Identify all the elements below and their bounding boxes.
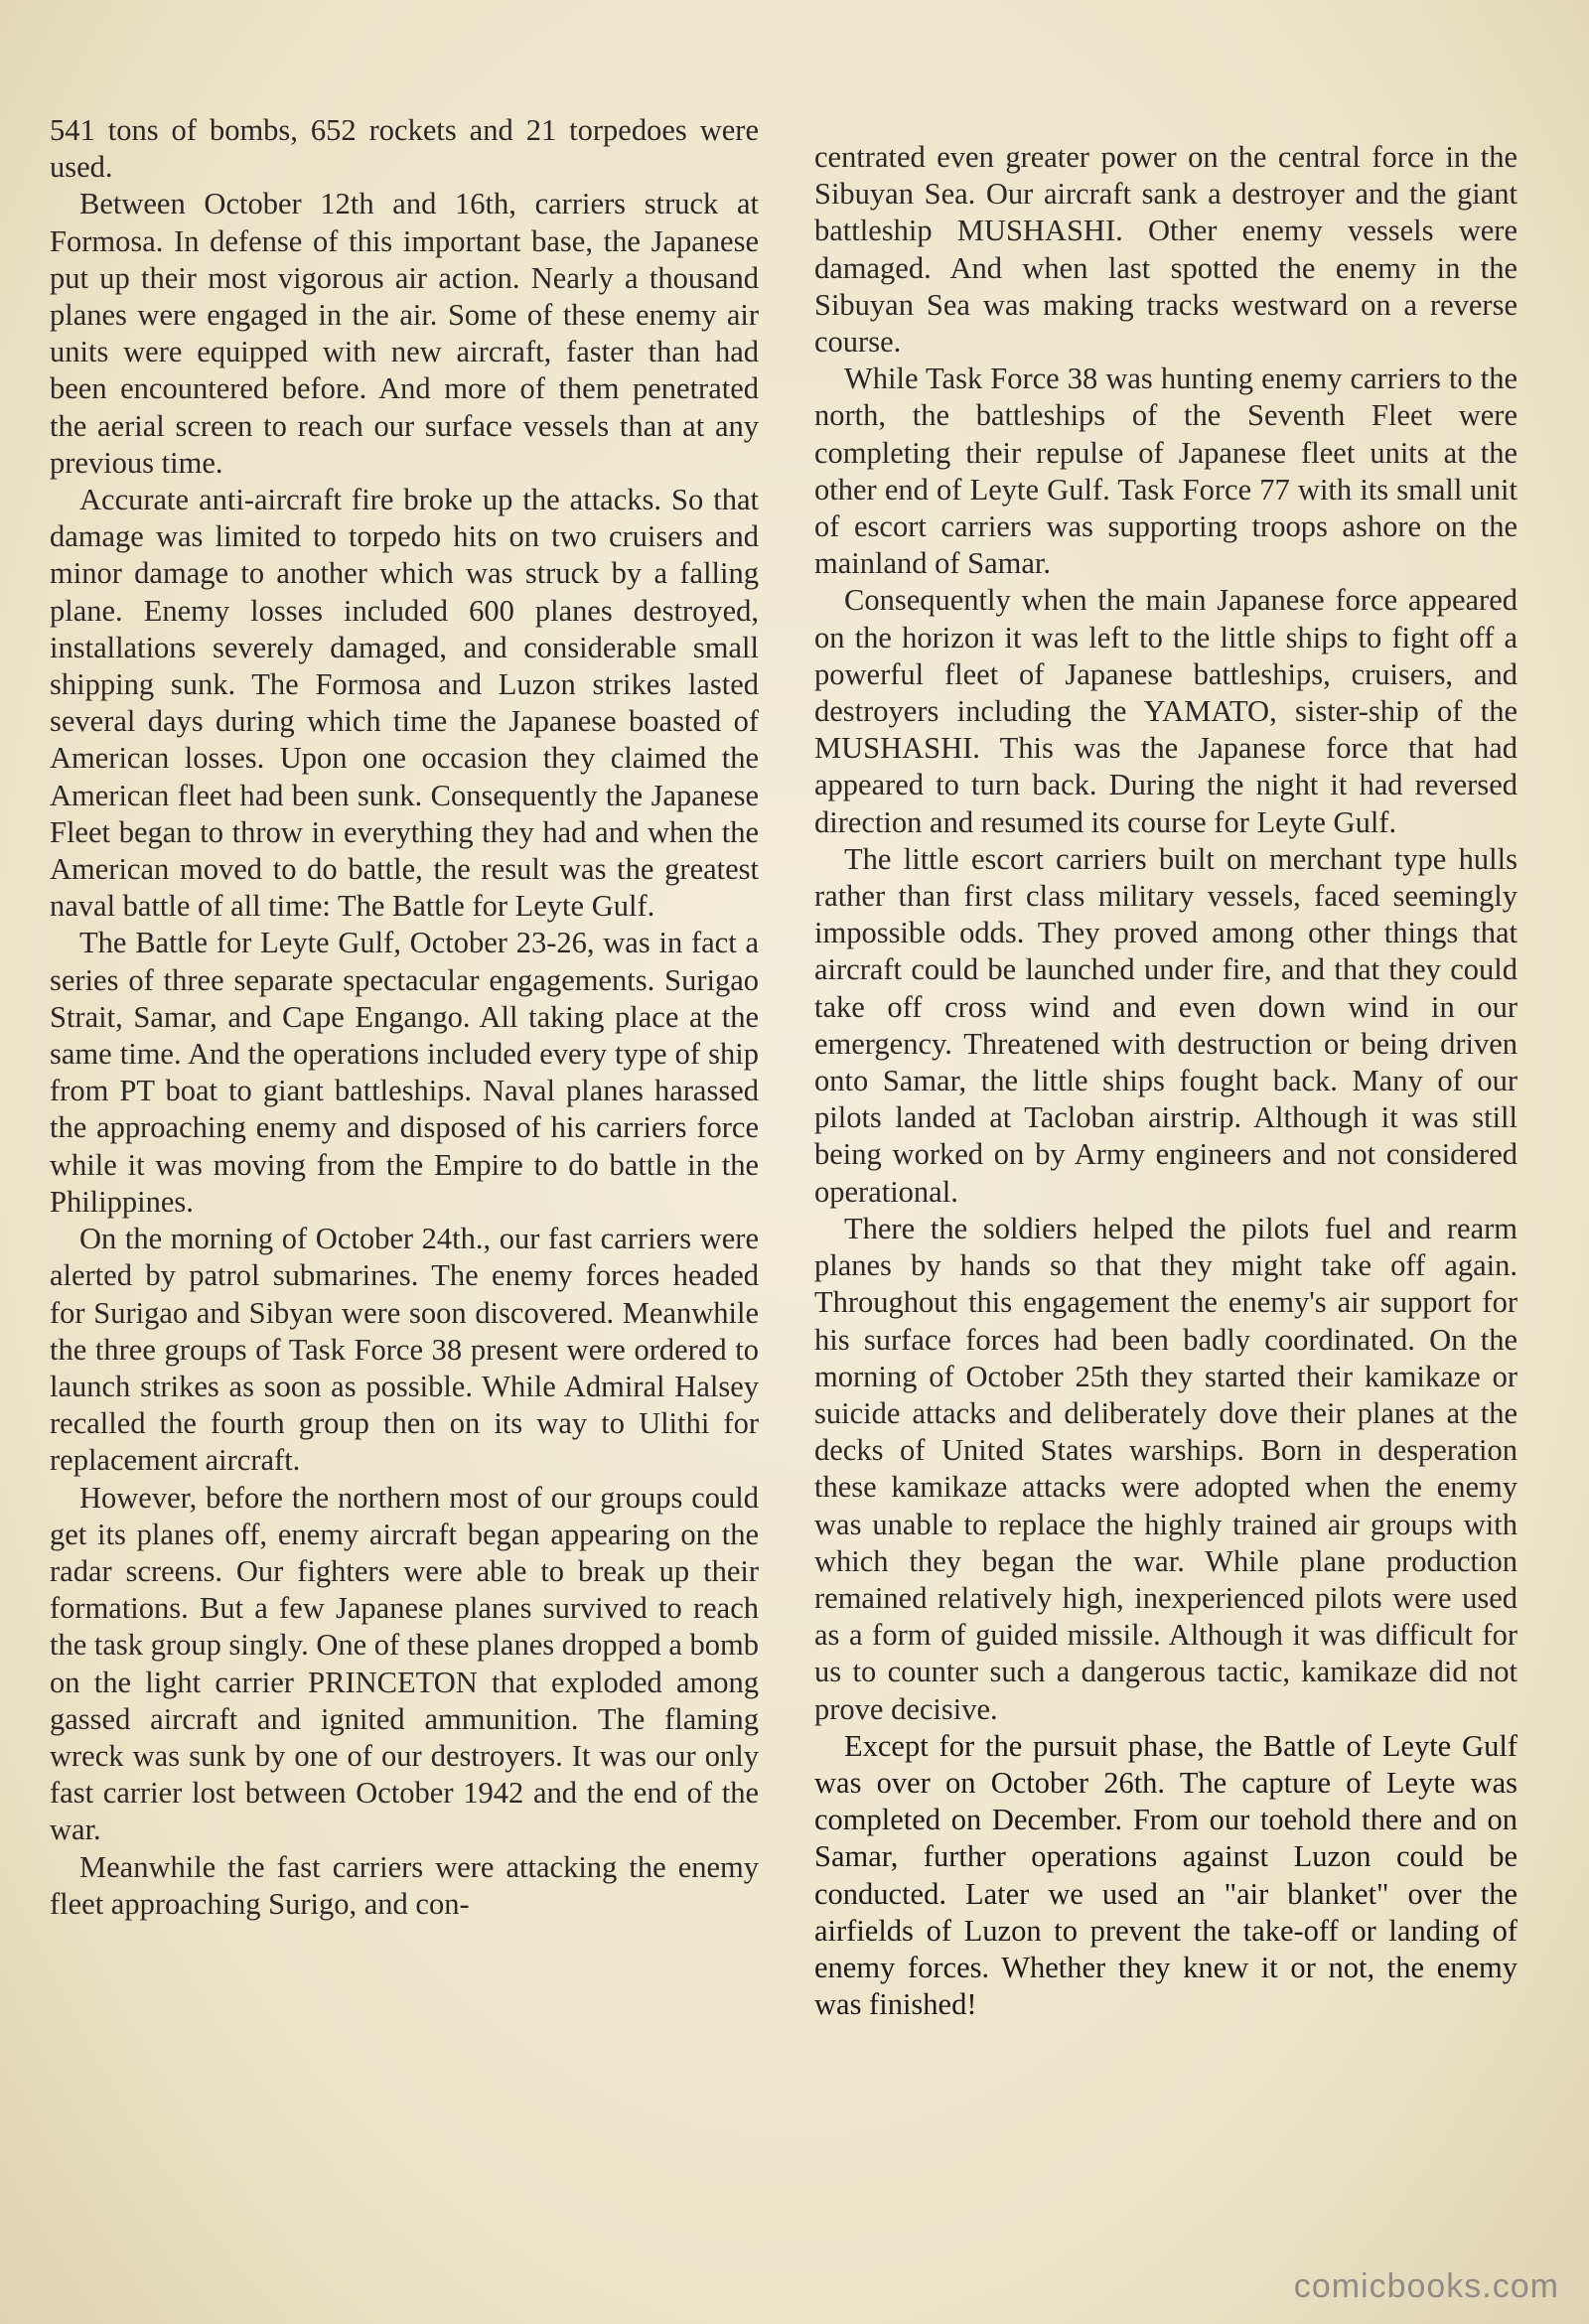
paragraph: centrated even greater power on the central force in the Sibuyan Sea. Our aircraft sank a destroyer and the giant battleship MUSHASHI. Other enemy vessels were damaged. And when last spotted the enemy in the Sibuyan Sea was making tracks westward on a reverse course.: [814, 140, 1517, 360]
paragraph: Consequently when the main Japanese force appeared on the horizon it was left to the little ships to fight off a powerful fleet of Japanese battleships, cruisers, and destroyers including the YAMATO, sister-ship of the MUSHASHI. This was the Japanese force that had appeared to turn back. During the night it had reversed direction and resumed its course for Leyte Gulf.: [814, 583, 1517, 839]
paragraph: The Battle for Leyte Gulf, October 23-26, was in fact a series of three separate spectacular engagements. Surigao Strait, Samar, and Cape Engango. All taking place at the same time. And the operations included every type of ship from PT boat to giant battleships. Naval planes harassed the approaching enemy and disposed of his carriers force while it was moving from the Empire to do battle in the Philippines.: [50, 926, 759, 1219]
paragraph: Between October 12th and 16th, carriers struck at Formosa. In defense of this important base, the Japanese put up their most vigorous air action. Nearly a thousand planes were engaged in the air. Some of these enemy air units were equipped with new aircraft, faster than had been encountered before. And more of them penetrated the aerial screen to reach our surface vessels than at any previous time.: [50, 187, 759, 480]
paragraph: On the morning of October 24th., our fast carriers were alerted by patrol submarines. The enemy forces headed for Surigao and Sibyan were soon discovered. Meanwhile the three groups of Task Force 38 present were ordered to launch strikes as soon as possible. While Admiral Halsey recalled the fourth group then on its way to Ulithi for replacement aircraft.: [50, 1222, 759, 1478]
paragraph: The little escort carriers built on merchant type hulls rather than first class military vessels, faced seemingly impossible odds. They proved among other things that aircraft could be launched under fire, and that they could take off cross wind and even down wind in our emergency. Threatened with destruction or being driven onto Samar, the little ships fought back. Many of our pilots landed at Tacloban airstrip. Although it was still being worked on by Army engineers and not considered operational.: [814, 841, 1517, 1209]
paragraph: Meanwhile the fast carriers were attacking the enemy fleet approaching Surigo, and con-: [50, 1849, 759, 1921]
paragraph: Except for the pursuit phase, the Battle of Leyte Gulf was over on October 26th. The capture of Leyte was completed on December. From our toehold there and on Samar, further operations against Luzon could be conducted. Later we used an "air blanket" over the airfields of Luzon to prevent the take-off or landing of enemy forces. Whether they knew it or not, the enemy was finished!: [814, 1728, 1517, 2022]
paragraph: Accurate anti-aircraft fire broke up the attacks. So that damage was limited to torpedo hits on two cruisers and minor damage to another which was struck by a falling plane. Enemy losses included 600 planes destroyed, installations severely damaged, and considerable small shipping sunk. The Formosa and Luzon strikes lasted several days during which time the Japanese boasted of American losses. Upon one occasion they claimed the American fleet had been sunk. Consequently the Japanese Fleet began to throw in everything they had and when the American moved to do battle, the result was the greatest naval battle of all time: The Battle for Leyte Gulf.: [50, 483, 759, 924]
paragraph: However, before the northern most of our groups could get its planes off, enemy aircraft began appearing on the radar screens. Our fighters were able to break up their formations. But a few Japanese planes survived to reach the task group singly. One of these planes dropped a bomb on the light carrier PRINCETON that exploded among gassed aircraft and ignited ammunition. The flaming wreck was sunk by one of our destroyers. It was our only fast carrier lost between October 1942 and the end of the war.: [50, 1480, 759, 1847]
paragraph: 541 tons of bombs, 652 rockets and 21 torpedoes were used.: [50, 113, 759, 185]
left-column: [50, 112, 759, 1923]
paragraph: There the soldiers helped the pilots fuel and rearm planes by hands so that they might take off again. Throughout this engagement the enemy's air support for his surface forces had been badly coordinated. On the morning of October 25th they started their kamikaze or suicide attacks and deliberately dove their planes at the decks of United States warships. Born in desperation these kamikaze attacks were adopted when the enemy was unable to replace the highly trained air groups with which they began the war. While plane production remained relatively high, inexperienced pilots were used as a form of guided missile. Although it was difficult for us to counter such a dangerous tactic, kamikaze did not prove decisive.: [814, 1211, 1517, 1726]
right-column: [814, 139, 1517, 2023]
paragraph: While Task Force 38 was hunting enemy carriers to the north, the battleships of the Seventh Fleet were completing their repulse of Japanese fleet units at the other end of Leyte Gulf. Task Force 77 with its small unit of escort carriers was supporting troops ashore on the mainland of Samar.: [814, 362, 1517, 581]
watermark: comicbooks.com: [1293, 2267, 1559, 2305]
